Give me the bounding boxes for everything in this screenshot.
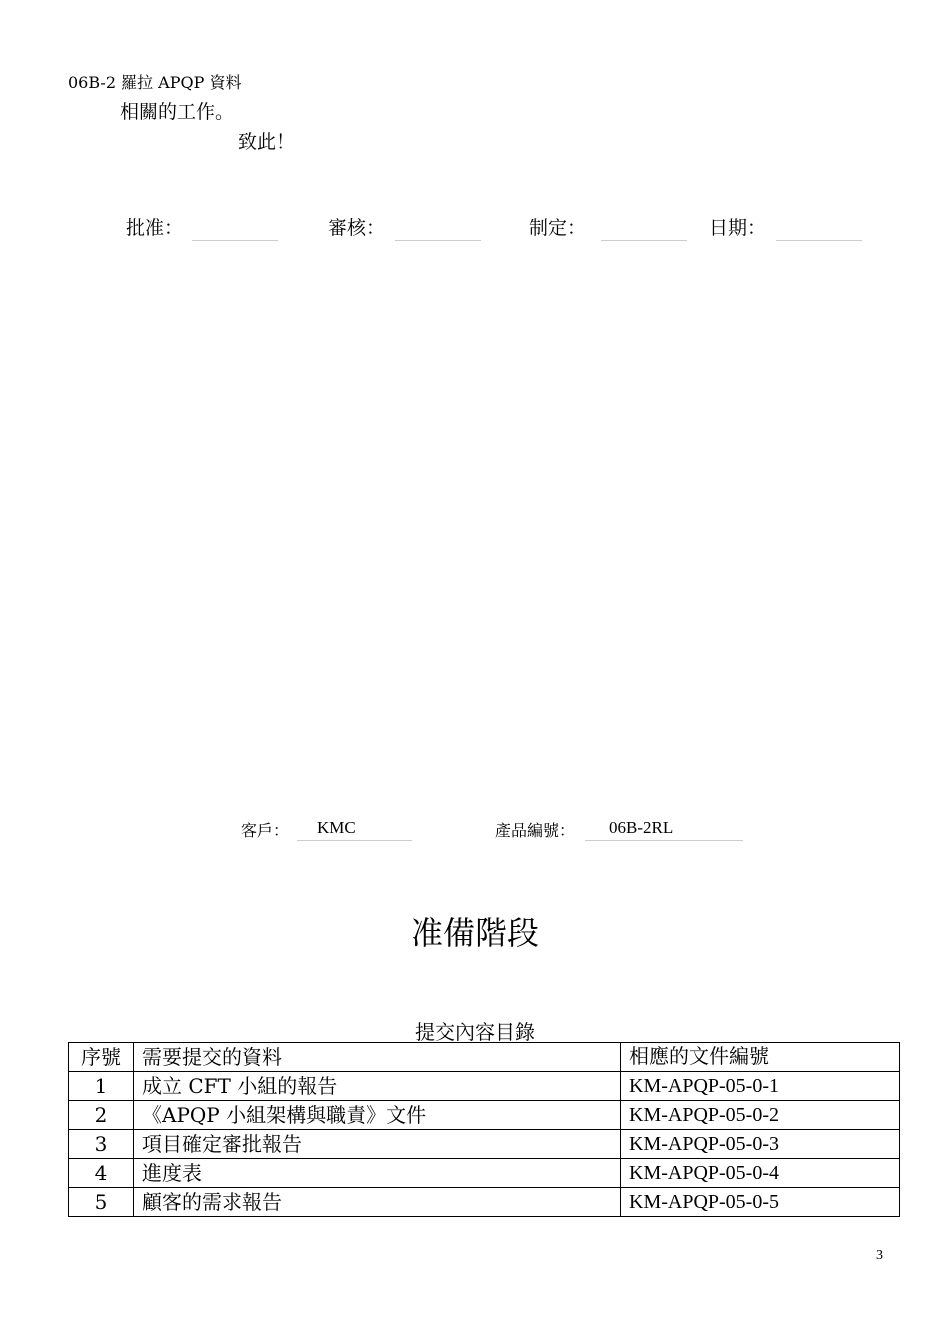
- table-row: [69, 1159, 900, 1188]
- review-label: 審核：: [328, 217, 386, 239]
- row-document: 成立 CFT 小組的報告: [134, 1072, 621, 1101]
- page-number: 3: [876, 1248, 883, 1263]
- table-row: [69, 1101, 900, 1130]
- approve-label: 批准：: [126, 217, 184, 239]
- review-blank: [395, 240, 481, 241]
- table-row: [69, 1188, 900, 1217]
- table-row: [69, 1072, 900, 1101]
- product-number-value: 06B-2RL: [609, 818, 674, 837]
- row-code: KM-APQP-05-0-5: [621, 1188, 900, 1217]
- toc-table: [68, 1042, 900, 1217]
- product-number-label: 產品編號：: [495, 821, 576, 840]
- row-document: 《APQP 小組架構與職責》文件: [134, 1101, 621, 1130]
- row-seq: 5: [69, 1188, 134, 1217]
- row-document: 項目確定審批報告: [134, 1130, 621, 1159]
- date-blank: [776, 240, 862, 241]
- body-text-line: 相關的工作。: [120, 101, 235, 123]
- date-label: 日期：: [709, 217, 767, 239]
- row-code: KM-APQP-05-0-2: [621, 1101, 900, 1130]
- column-header: 相應的文件編號: [621, 1043, 900, 1072]
- column-header: 序號: [69, 1043, 134, 1072]
- approve-blank: [192, 240, 278, 241]
- row-seq: 2: [69, 1101, 134, 1130]
- prepare-label: 制定：: [529, 217, 587, 239]
- closing-text: 致此！: [238, 131, 296, 153]
- row-document: 進度表: [134, 1159, 621, 1188]
- row-code: KM-APQP-05-0-1: [621, 1072, 900, 1101]
- customer-underline: [297, 840, 412, 841]
- row-code: KM-APQP-05-0-4: [621, 1159, 900, 1188]
- table-row: [69, 1130, 900, 1159]
- row-code: KM-APQP-05-0-3: [621, 1130, 900, 1159]
- table-header-row: [69, 1043, 900, 1072]
- prepare-blank: [601, 240, 687, 241]
- row-document: 顧客的需求報告: [134, 1188, 621, 1217]
- toc-title: 提交內容目錄: [415, 1020, 535, 1044]
- document-header-title: 06B-2 羅拉 APQP 資料: [68, 73, 242, 92]
- stage-title: 准備階段: [410, 914, 539, 952]
- column-header: 需要提交的資料: [134, 1043, 621, 1072]
- product-number-underline: [585, 840, 743, 841]
- customer-label: 客戶：: [241, 821, 290, 840]
- row-seq: 3: [69, 1130, 134, 1159]
- row-seq: 4: [69, 1159, 134, 1188]
- row-seq: 1: [69, 1072, 134, 1101]
- customer-value: KMC: [317, 818, 356, 837]
